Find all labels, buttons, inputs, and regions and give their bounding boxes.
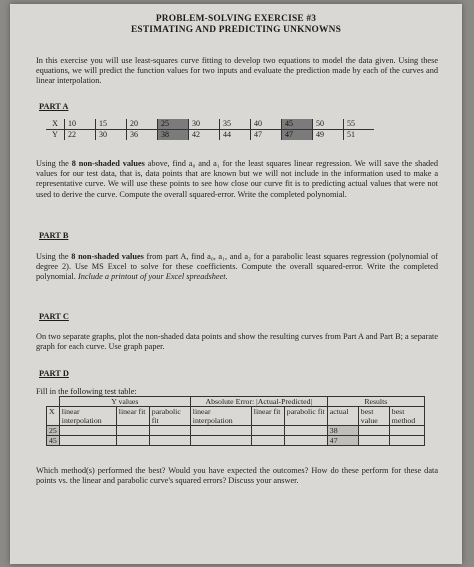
best-value-header: best value	[358, 407, 389, 426]
document-title: PROBLEM-SOLVING EXERCISE #3	[155, 14, 317, 24]
best-method-header: best method	[389, 407, 424, 426]
x-value-cell: 15	[96, 119, 127, 130]
x-value-cell: 35	[220, 119, 251, 130]
part-a-text-bold: 8 non-shaded values	[71, 159, 145, 168]
y-label: Y	[52, 130, 58, 139]
part-b-heading: PART B	[39, 231, 69, 240]
x-value-cell: 55	[344, 119, 375, 130]
y-value-cell: 47	[282, 130, 313, 141]
x-value-cell: 25	[158, 119, 189, 130]
table-row	[47, 436, 425, 446]
linear-fit-header: linear fit	[116, 407, 149, 426]
y-value-cell: 22	[65, 130, 96, 141]
y-value-cell: 38	[158, 130, 189, 141]
y-value-cell: 36	[127, 130, 158, 141]
y-value-cell: 44	[220, 130, 251, 141]
document-page	[10, 4, 462, 564]
closing-paragraph: Which method(s) performed the best? Would you have expected the outcomes? How do these perform for these data points vs. the linear and parabolic curve's squared errors? Discuss your answer.	[36, 466, 438, 486]
err-parabolic-fit-header: parabolic fit	[284, 407, 327, 426]
part-c-paragraph: On two separate graphs, plot the non-shaded data points and show the resulting curves from Part A and Part B; a separate graph for each curve. Use graph paper.	[36, 332, 438, 352]
row2-x: 45	[47, 436, 60, 446]
row2-actual: 47	[327, 436, 358, 446]
err-linear-fit-header: linear fit	[251, 407, 284, 426]
row1-x: 25	[47, 426, 60, 436]
document-subtitle: ESTIMATING AND PREDICTING UNKNOWNS	[130, 25, 342, 35]
part-a-paragraph	[36, 159, 438, 200]
intro-paragraph: In this exercise you will use least-squares curve fitting to develop two equations to model the data given. Using these equations, we will predict the function values for two inputs and evaluate the prediction made by each of the curves and linear interpolation.	[36, 56, 438, 86]
x-label: X	[46, 119, 65, 130]
y-value-cell: 49	[313, 130, 344, 141]
err-linear-interp-header: linear interpolation	[190, 407, 251, 426]
x-col-header: X	[47, 407, 60, 426]
part-c-heading: PART C	[39, 312, 69, 321]
x-value-cell: 45	[282, 119, 313, 130]
part-d-heading: PART D	[39, 369, 69, 378]
part-d-instruction: Fill in the following test table:	[36, 387, 137, 396]
x-value-cell: 10	[65, 119, 96, 130]
actual-header: actual	[327, 407, 358, 426]
y-value-cell: 51	[344, 130, 375, 141]
results-header: Results	[327, 397, 424, 407]
parabolic-fit-header: parabolic fit	[149, 407, 190, 426]
x-value-cell: 20	[127, 119, 158, 130]
y-values-header: Y values	[59, 397, 190, 407]
y-value-cell: 30	[96, 130, 127, 141]
table-row	[47, 426, 425, 436]
part-b-paragraph	[36, 252, 438, 283]
y-value-cell: 47	[251, 130, 282, 141]
part-a-heading: PART A	[39, 102, 69, 111]
row1-actual: 38	[327, 426, 358, 436]
part-b-text-1: Using the	[36, 252, 72, 261]
part-a-text-2: above, find a₀ and a₁ for the least squares linear regression. We will save the shaded values for our test data, that is, data points that are known but we will not include in the information used to make a representative curve. We will use these points to see how close our curve fit is to predicting actual values that were not used to derive the curve. Compute the overall squared-error. Write the completed polynomial.	[36, 159, 438, 199]
xy-data-table	[46, 119, 374, 140]
part-a-text-1: Using the	[36, 159, 72, 168]
test-table	[46, 396, 425, 446]
x-value-cell: 50	[313, 119, 344, 130]
x-value-cell: 40	[251, 119, 282, 130]
y-value-cell: 42	[189, 130, 220, 141]
abs-error-header: Absolute Error: |Actual-Predicted|	[190, 397, 327, 407]
part-b-text-2: from part A, find a₀, a₁, and a₂ for a parabolic least squares regression (polynomial of degree 2). Use MS Excel to solve for these coefficients. Compute the overall squared-error. Write the completed polynomial.	[36, 252, 439, 282]
part-b-text-bold: 8 non-shaded values	[71, 252, 144, 261]
linear-interp-header: linear interpolation	[59, 407, 116, 426]
x-value-cell: 30	[189, 119, 220, 130]
part-b-text-italic: Include a printout of your Excel spreadsheet.	[77, 272, 228, 282]
